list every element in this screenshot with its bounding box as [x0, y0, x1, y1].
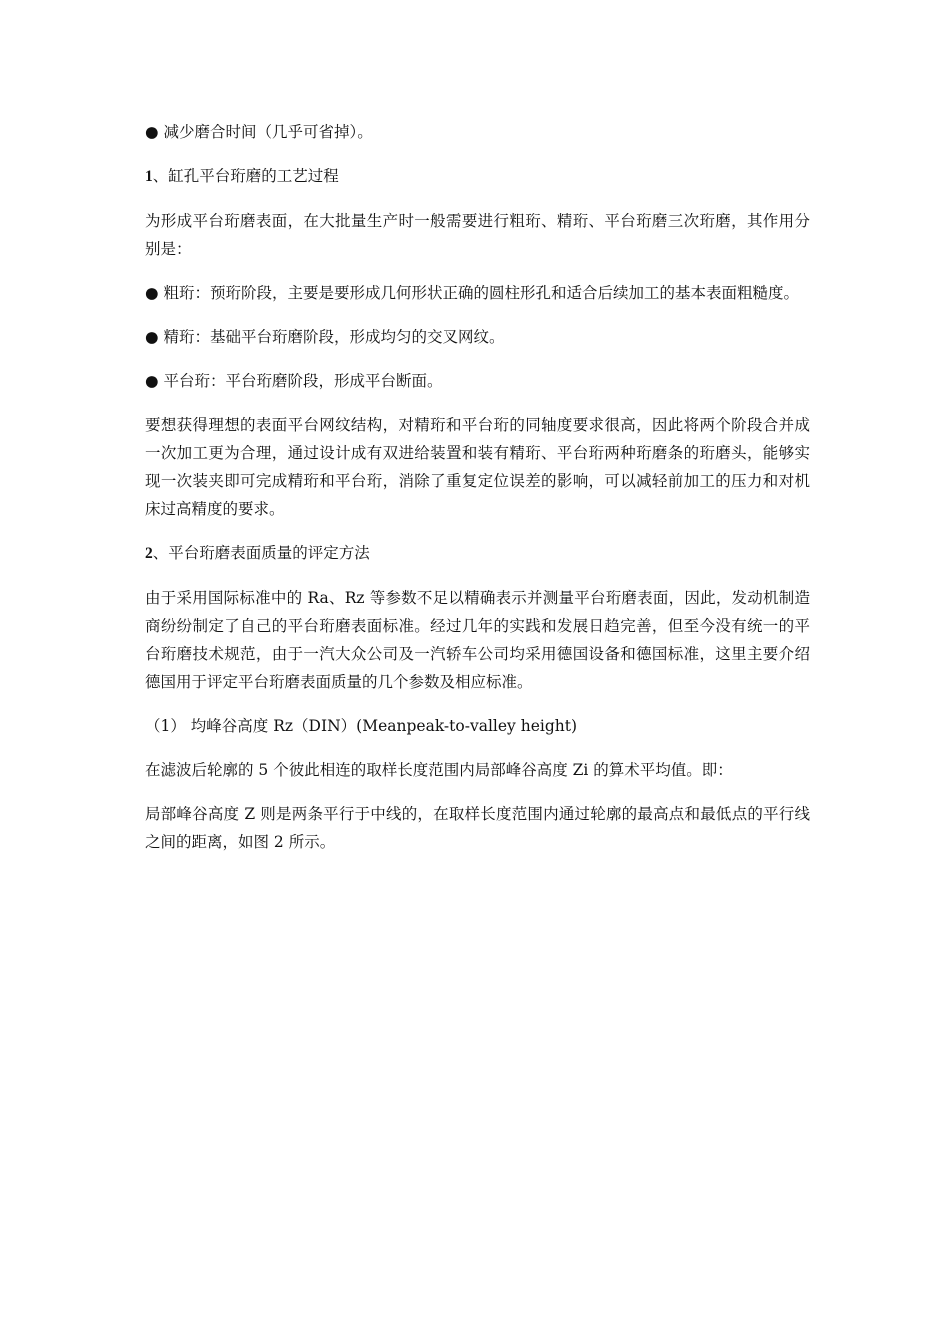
paragraph-honing-stages: 为形成平台珩磨表面，在大批量生产时一般需要进行粗珩、精珩、平台珩磨三次珩磨，其作用分别是： — [145, 212, 810, 258]
paragraph-rz-definition: 在滤波后轮廓的 5 个彼此相连的取样长度范围内局部峰谷高度 Zi 的算术平均值。即： — [145, 761, 733, 779]
paragraph-standards: 由于采用国际标准中的 Ra、Rz 等参数不足以精确表示并测量平台珩磨表面，因此，发动机制造商纷纷制定了自己的平台珩磨表面标准。经过几年的实践和发展日趋完善，但至今没有统一的平台珩磨技术规范，由于一汽大众公司及一汽轿车公司均采用德国设备和德国标准，这里主要介绍德国用于评定平台珩磨表面质量的几个参数及相应标准。 — [145, 589, 810, 691]
document-body — [145, 118, 810, 872]
section-title-1: 、缸孔平台珩磨的工艺过程 — [152, 167, 339, 185]
section-number-2: 2 — [145, 545, 153, 562]
bullet-plateau-honing: ● 平台珩：平台珩磨阶段，形成平台断面。 — [145, 372, 443, 390]
bullet-rough-honing: ● 粗珩：预珩阶段，主要是要形成几何形状正确的圆柱形孔和适合后续加工的基本表面粗糙度。 — [145, 284, 799, 302]
paragraph-coaxiality: 要想获得理想的表面平台网纹结构，对精珩和平台珩的同轴度要求很高，因此将两个阶段合并成一次加工更为合理，通过设计成有双进给装置和装有精珩、平台珩两种珩磨条的珩磨头，能够实现一次装夹即可完成精珩和平台珩，消除了重复定位误差的影响，可以减轻前加工的压力和对机床过高精度的要求。 — [145, 416, 810, 518]
section-heading-2 — [145, 539, 810, 568]
section-heading-1 — [145, 162, 810, 191]
bullet-finish-honing: ● 精珩：基础平台珩磨阶段，形成均匀的交叉网纹。 — [145, 328, 505, 346]
bullet-reduce-running-in: ● 减少磨合时间（几乎可省掉）。 — [145, 123, 373, 141]
subheading-rz-din: （1） 均峰谷高度 Rz（DIN）(Meanpeak-to-valley height) — [145, 717, 578, 735]
section-number-1: 1 — [145, 168, 153, 185]
paragraph-local-peak-valley: 局部峰谷高度 Z 则是两条平行于中线的，在取样长度范围内通过轮廓的最高点和最低点的平行线之间的距离，如图 2 所示。 — [145, 805, 810, 851]
section-title-2: 、平台珩磨表面质量的评定方法 — [152, 544, 370, 562]
